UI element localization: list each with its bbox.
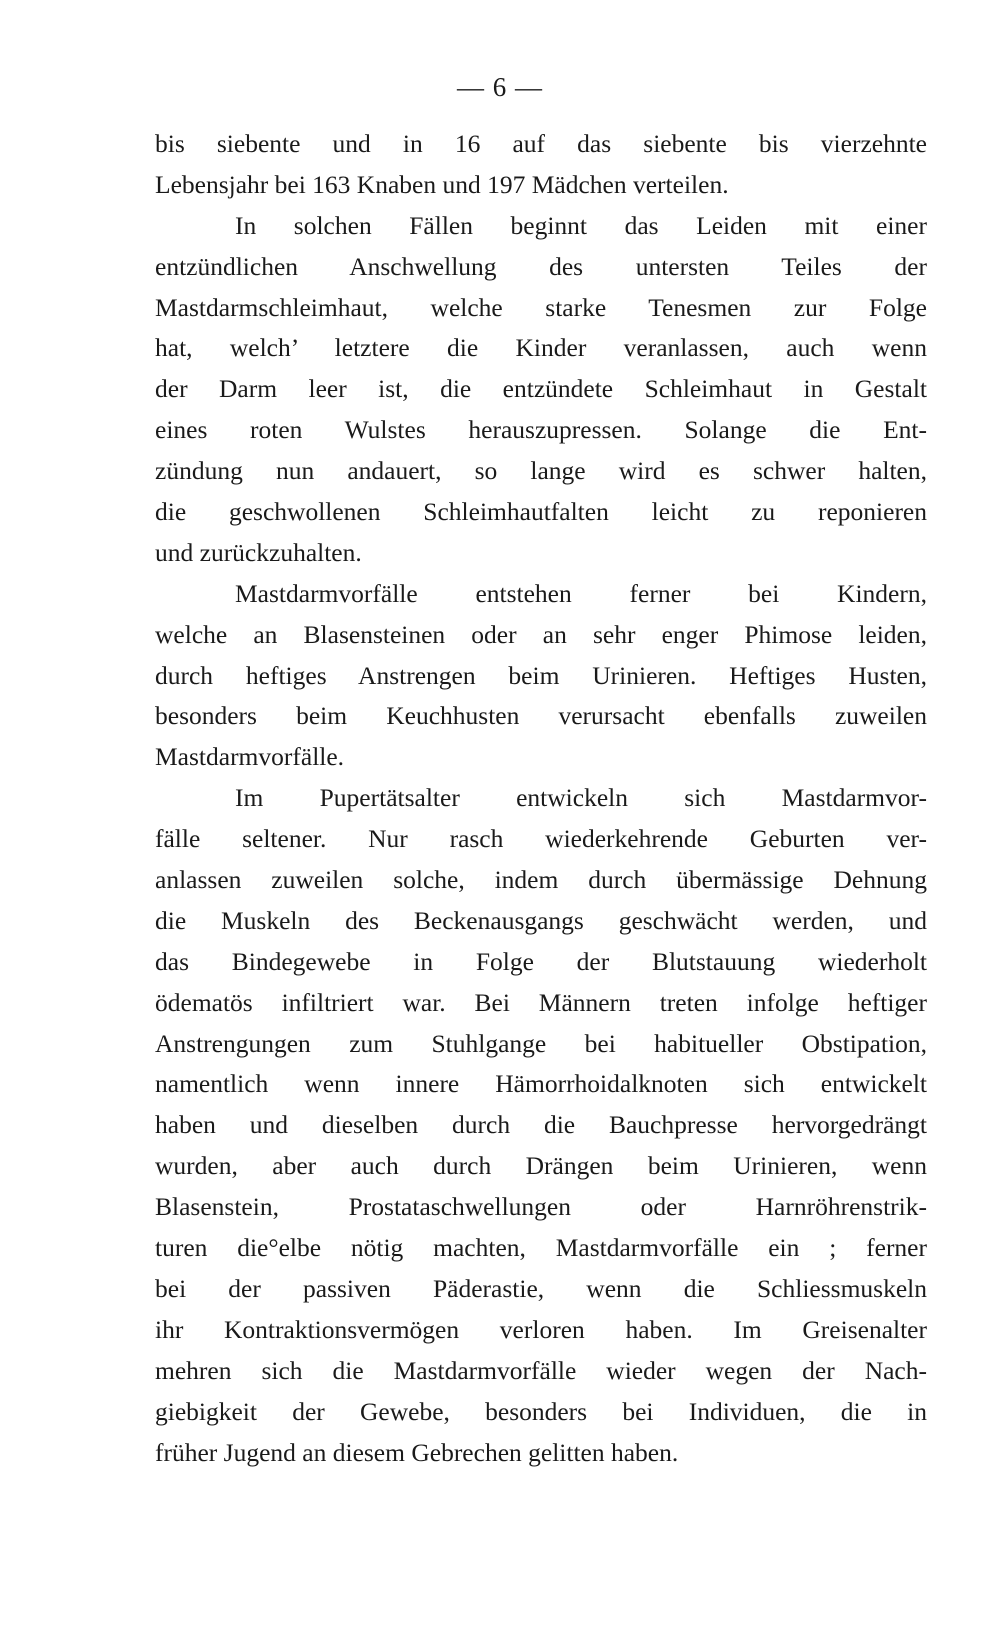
text-line: ödematös infiltriert war. Bei Männern treten infolge heftiger [155, 987, 927, 1017]
text-line: besonders beim Keuchhusten verursacht ebenfalls zuweilen [155, 701, 927, 731]
text-line: turen die°elbe nötig machten, Mastdarmvorfälle ein ; ferner [155, 1233, 927, 1263]
text-line: die Muskeln des Beckenausgangs geschwächt werden, und [155, 905, 927, 935]
text-line: und zurückzuhalten. [155, 537, 362, 567]
text-line: Anstrengungen zum Stuhlgange bei habitueller Obstipation, [155, 1028, 927, 1058]
paragraph-4 [155, 778, 927, 1473]
text-line: das Bindegewebe in Folge der Blutstauung wiederholt [155, 946, 927, 976]
text-line: giebigkeit der Gewebe, besonders bei Individuen, die in [155, 1396, 927, 1426]
text-line: eines roten Wulstes herauszupressen. Solange die Ent- [155, 415, 927, 445]
text-line: mehren sich die Mastdarmvorfälle wieder wegen der Nach- [155, 1355, 927, 1385]
text-line: hat, welch’ letztere die Kinder veranlassen, auch wenn [155, 333, 927, 363]
page-number: — 6 — [457, 72, 543, 102]
paragraph-1 [155, 124, 927, 206]
text-line: In solchen Fällen beginnt das Leiden mit einer [235, 210, 927, 240]
text-line: bei der passiven Päderastie, wenn die Schliessmuskeln [155, 1273, 927, 1303]
text-line: wurden, aber auch durch Drängen beim Urinieren, wenn [155, 1151, 927, 1181]
text-line: zündung nun andauert, so lange wird es schwer halten, [155, 456, 927, 486]
text-line: bis siebente und in 16 auf das siebente bis vierzehnte [155, 129, 927, 158]
text-line: die geschwollenen Schleimhautfalten leicht zu reponieren [155, 497, 927, 527]
text-line: Im Pupertätsalter entwickeln sich Mastdarmvor- [235, 783, 927, 813]
text-line: Lebensjahr bei 163 Knaben und 197 Mädchen verteilen. [155, 169, 729, 199]
text-line: entzündlichen Anschwellung des untersten Teiles der [155, 251, 927, 281]
text-line: haben und dieselben durch die Bauchpresse hervorgedrängt [155, 1110, 927, 1140]
text-line: Mastdarmvorfälle entstehen ferner bei Kindern, [235, 578, 927, 608]
paragraph-3 [155, 574, 927, 778]
body-text [155, 124, 927, 1473]
text-line: fälle seltener. Nur rasch wiederkehrende Geburten ver- [155, 824, 927, 854]
text-line: durch heftiges Anstrengen beim Urinieren. Heftiges Husten, [155, 660, 927, 690]
text-line: Mastdarmvorfälle. [155, 742, 345, 772]
text-line: anlassen zuweilen solche, indem durch übermässige Dehnung [155, 865, 927, 895]
text-line: der Darm leer ist, die entzündete Schleimhaut in Gestalt [155, 374, 927, 404]
text-line: ihr Kontraktionsvermögen verloren haben. Im Greisenalter [155, 1314, 927, 1344]
text-line: früher Jugend an diesem Gebrechen gelitten haben. [155, 1437, 679, 1467]
text-line: Blasenstein, Prostataschwellungen oder Harnröhrenstrik- [155, 1192, 927, 1222]
text-line: Mastdarmschleimhaut, welche starke Tenesmen zur Folge [155, 292, 927, 322]
text-line: welche an Blasensteinen oder an sehr enger Phimose leiden, [155, 619, 927, 649]
paragraph-2 [155, 206, 927, 574]
text-line: namentlich wenn innere Hämorrhoidalknoten sich entwickelt [155, 1069, 927, 1099]
